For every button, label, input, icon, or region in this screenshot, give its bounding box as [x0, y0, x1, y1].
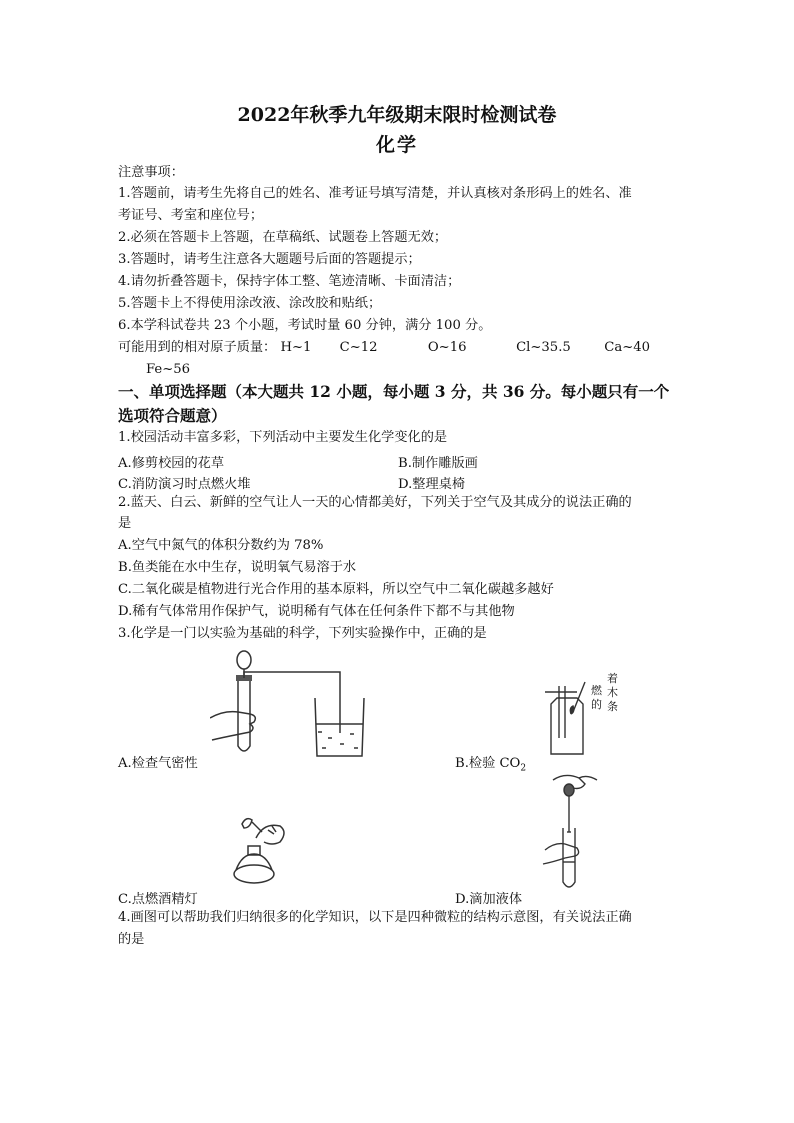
q2-option-a: A.空气中氮气的体积分数约为 78%	[118, 538, 324, 553]
atomic-mass-label: 可能用到的相对原子质量：	[118, 340, 277, 355]
q1-option-a: A.修剪校园的花草	[118, 456, 225, 471]
note-line: 5.答题卡上不得使用涂改液、涂改胶和贴纸；	[118, 296, 382, 311]
airtightness-check-figure	[210, 648, 370, 760]
note-line: 4.请勿折叠答题卡，保持字体工整、笔迹清晰、卡面清洁；	[118, 274, 461, 289]
note-line: 考证号、考室和座位号；	[118, 208, 264, 223]
q1-option-c: C.消防演习时点燃火堆	[118, 477, 251, 492]
q2-stem-cont: 是	[118, 516, 132, 531]
q3-option-b-text: B.检验 CO	[455, 756, 521, 771]
q3-option-d: D.滴加液体	[455, 892, 523, 907]
exam-title: 2022年秋季九年级期末限时检测试卷	[237, 104, 557, 126]
dropper-figure	[535, 770, 615, 896]
q2-option-c: C.二氧化碳是植物进行光合作用的基本原料，所以空气中二氧化碳越多越好	[118, 582, 554, 597]
q3-option-b-subscript: 2	[520, 763, 527, 774]
q1-option-b: B.制作雕版画	[398, 456, 478, 471]
co2-splint-label-char: 木	[607, 686, 618, 699]
q3-option-b	[455, 752, 526, 774]
co2-test-figure	[535, 668, 635, 760]
note-line: 6.本学科试卷共 23 个小题，考试时量 60 分钟，满分 100 分。	[118, 318, 492, 333]
q4-stem-cont: 的是	[118, 932, 145, 947]
atomic-mass-o: O~16	[427, 340, 467, 355]
subject-title: 化学	[375, 134, 418, 156]
atomic-mass-h: H~1	[280, 340, 312, 355]
note-line: 1.答题前，请考生先将自己的姓名、准考证号填写清楚，并认真核对条形码上的姓名、准	[118, 186, 632, 201]
atomic-mass-cl: Cl~35.5	[516, 340, 571, 355]
atomic-mass-c: C~12	[339, 340, 378, 355]
co2-splint-label-char: 燃	[591, 684, 602, 697]
co2-splint-label-char: 着	[607, 672, 618, 685]
co2-splint-label-char: 条	[607, 700, 618, 713]
q2-stem: 2.蓝天、白云、新鲜的空气让人一天的心情都美好，下列关于空气及其成分的说法正确的	[118, 495, 632, 510]
section-heading: 一、单项选择题（本大题共 12 小题，每小题 3 分，共 36 分。每小题只有一个	[118, 382, 670, 401]
q3-option-a: A.检查气密性	[118, 756, 198, 771]
notes-heading: 注意事项：	[118, 165, 184, 180]
atomic-mass-line	[118, 340, 650, 356]
co2-splint-label-char: 的	[591, 698, 602, 711]
section-heading-cont: 选项符合题意）	[118, 406, 227, 425]
q2-option-d: D.稀有气体常用作保护气，说明稀有气体在任何条件下都不与其他物	[118, 604, 515, 619]
note-line: 2.必须在答题卡上答题，在草稿纸、试题卷上答题无效；	[118, 230, 448, 245]
q3-option-c: C.点燃酒精灯	[118, 892, 198, 907]
q1-stem: 1.校园活动丰富多彩，下列活动中主要发生化学变化的是	[118, 430, 448, 445]
atomic-mass-fe: Fe~56	[146, 362, 191, 377]
note-line: 3.答题时，请考生注意各大题题号后面的答题提示；	[118, 252, 421, 267]
atomic-mass-ca: Ca~40	[604, 340, 651, 355]
q2-option-b: B.鱼类能在水中生存，说明氧气易溶于水	[118, 560, 357, 575]
q1-option-d: D.整理桌椅	[398, 477, 466, 492]
q3-stem: 3.化学是一门以实验为基础的科学，下列实验操作中，正确的是	[118, 626, 487, 641]
alcohol-lamp-figure	[228, 812, 292, 886]
q4-stem: 4.画图可以帮助我们归纳很多的化学知识，以下是四种微粒的结构示意图，有关说法正确	[118, 910, 632, 925]
